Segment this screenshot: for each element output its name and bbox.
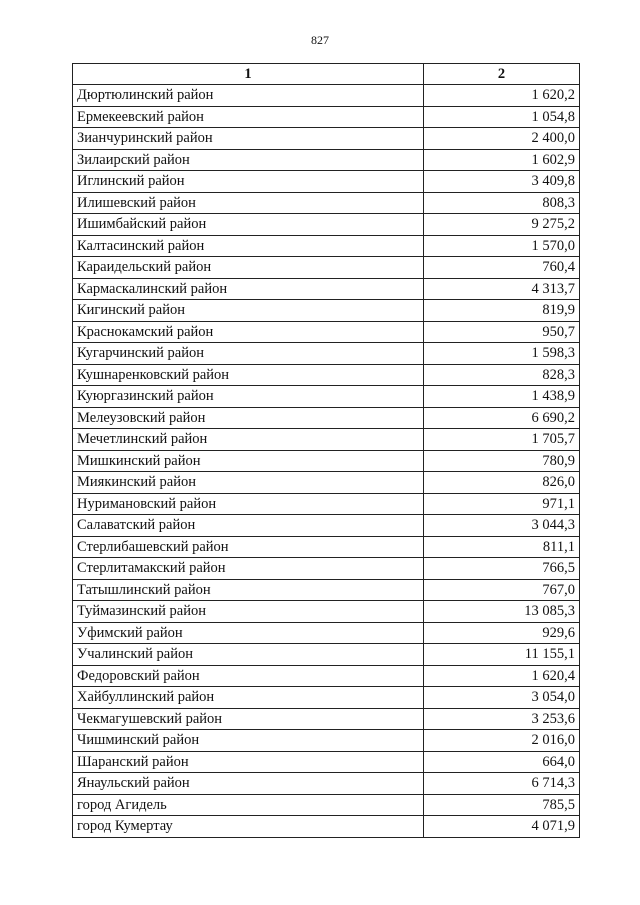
amount-cell: 819,9	[424, 300, 580, 322]
district-name-cell: Чекмагушевский район	[73, 708, 424, 730]
district-name-cell: Ермекеевский район	[73, 106, 424, 128]
table-row	[73, 321, 580, 343]
table-row	[73, 708, 580, 730]
amount-cell: 2 016,0	[424, 730, 580, 752]
amount-cell: 760,4	[424, 257, 580, 279]
amount-cell: 767,0	[424, 579, 580, 601]
column-header-2: 2	[424, 64, 580, 85]
table-row	[73, 278, 580, 300]
table-row	[73, 515, 580, 537]
amount-cell: 13 085,3	[424, 601, 580, 623]
district-name-cell: Илишевский район	[73, 192, 424, 214]
table-body	[73, 85, 580, 838]
column-header-1: 1	[73, 64, 424, 85]
district-name-cell: Нуримановский район	[73, 493, 424, 515]
table-row	[73, 794, 580, 816]
amount-cell: 3 044,3	[424, 515, 580, 537]
table-row	[73, 300, 580, 322]
table-row	[73, 85, 580, 107]
table-row	[73, 493, 580, 515]
district-name-cell: Стерлитамакский район	[73, 558, 424, 580]
district-name-cell: Федоровский район	[73, 665, 424, 687]
amount-cell: 664,0	[424, 751, 580, 773]
amount-cell: 1 620,4	[424, 665, 580, 687]
table-row	[73, 450, 580, 472]
table-row	[73, 644, 580, 666]
district-name-cell: город Кумертау	[73, 816, 424, 838]
district-name-cell: Миякинский район	[73, 472, 424, 494]
amount-cell: 828,3	[424, 364, 580, 386]
page-number: 827	[311, 33, 329, 47]
district-name-cell: Караидельский район	[73, 257, 424, 279]
amount-cell: 6 690,2	[424, 407, 580, 429]
district-name-cell: Мишкинский район	[73, 450, 424, 472]
district-name-cell: Дюртюлинский район	[73, 85, 424, 107]
amount-cell: 808,3	[424, 192, 580, 214]
district-name-cell: Зилаирский район	[73, 149, 424, 171]
table-row	[73, 214, 580, 236]
amount-cell: 11 155,1	[424, 644, 580, 666]
district-name-cell: Уфимский район	[73, 622, 424, 644]
table-row	[73, 558, 580, 580]
table-row	[73, 601, 580, 623]
amount-cell: 785,5	[424, 794, 580, 816]
table-row	[73, 257, 580, 279]
district-name-cell: Кигинский район	[73, 300, 424, 322]
amount-cell: 4 313,7	[424, 278, 580, 300]
table-row	[73, 429, 580, 451]
table-row	[73, 192, 580, 214]
table-row	[73, 472, 580, 494]
district-name-cell: Стерлибашевский район	[73, 536, 424, 558]
amount-cell: 766,5	[424, 558, 580, 580]
district-name-cell: Мечетлинский район	[73, 429, 424, 451]
amount-cell: 4 071,9	[424, 816, 580, 838]
district-name-cell: город Агидель	[73, 794, 424, 816]
amount-cell: 2 400,0	[424, 128, 580, 150]
amount-cell: 780,9	[424, 450, 580, 472]
table-row	[73, 407, 580, 429]
table-row	[73, 579, 580, 601]
amount-cell: 3 054,0	[424, 687, 580, 709]
district-name-cell: Кармаскалинский район	[73, 278, 424, 300]
district-name-cell: Шаранский район	[73, 751, 424, 773]
amount-cell: 1 570,0	[424, 235, 580, 257]
district-name-cell: Калтасинский район	[73, 235, 424, 257]
district-name-cell: Иглинский район	[73, 171, 424, 193]
district-name-cell: Краснокамский район	[73, 321, 424, 343]
amount-cell: 3 253,6	[424, 708, 580, 730]
table-row	[73, 235, 580, 257]
amount-cell: 1 054,8	[424, 106, 580, 128]
table-row	[73, 536, 580, 558]
table-row	[73, 149, 580, 171]
district-name-cell: Янаульский район	[73, 773, 424, 795]
district-name-cell: Татышлинский район	[73, 579, 424, 601]
district-name-cell: Учалинский район	[73, 644, 424, 666]
district-name-cell: Зианчуринский район	[73, 128, 424, 150]
table-row	[73, 364, 580, 386]
district-name-cell: Кушнаренковский район	[73, 364, 424, 386]
amount-cell: 1 620,2	[424, 85, 580, 107]
table-row	[73, 386, 580, 408]
district-name-cell: Ишимбайский район	[73, 214, 424, 236]
table-row	[73, 730, 580, 752]
table-row	[73, 665, 580, 687]
table-row	[73, 773, 580, 795]
amount-cell: 929,6	[424, 622, 580, 644]
amount-cell: 811,1	[424, 536, 580, 558]
amount-cell: 3 409,8	[424, 171, 580, 193]
table-row	[73, 622, 580, 644]
amount-cell: 1 438,9	[424, 386, 580, 408]
table-row	[73, 751, 580, 773]
table-row	[73, 687, 580, 709]
table-header-row	[73, 64, 580, 85]
table-row	[73, 816, 580, 838]
amount-cell: 1 602,9	[424, 149, 580, 171]
table-row	[73, 106, 580, 128]
amount-cell: 9 275,2	[424, 214, 580, 236]
table-row	[73, 128, 580, 150]
district-name-cell: Мелеузовский район	[73, 407, 424, 429]
data-table	[72, 63, 580, 838]
district-name-cell: Туймазинский район	[73, 601, 424, 623]
amount-cell: 826,0	[424, 472, 580, 494]
amount-cell: 1 598,3	[424, 343, 580, 365]
district-name-cell: Хайбуллинский район	[73, 687, 424, 709]
table-row	[73, 343, 580, 365]
district-name-cell: Чишминский район	[73, 730, 424, 752]
table-row	[73, 171, 580, 193]
district-name-cell: Куюргазинский район	[73, 386, 424, 408]
amount-cell: 1 705,7	[424, 429, 580, 451]
amount-cell: 950,7	[424, 321, 580, 343]
district-name-cell: Салаватский район	[73, 515, 424, 537]
district-name-cell: Кугарчинский район	[73, 343, 424, 365]
amount-cell: 6 714,3	[424, 773, 580, 795]
amount-cell: 971,1	[424, 493, 580, 515]
